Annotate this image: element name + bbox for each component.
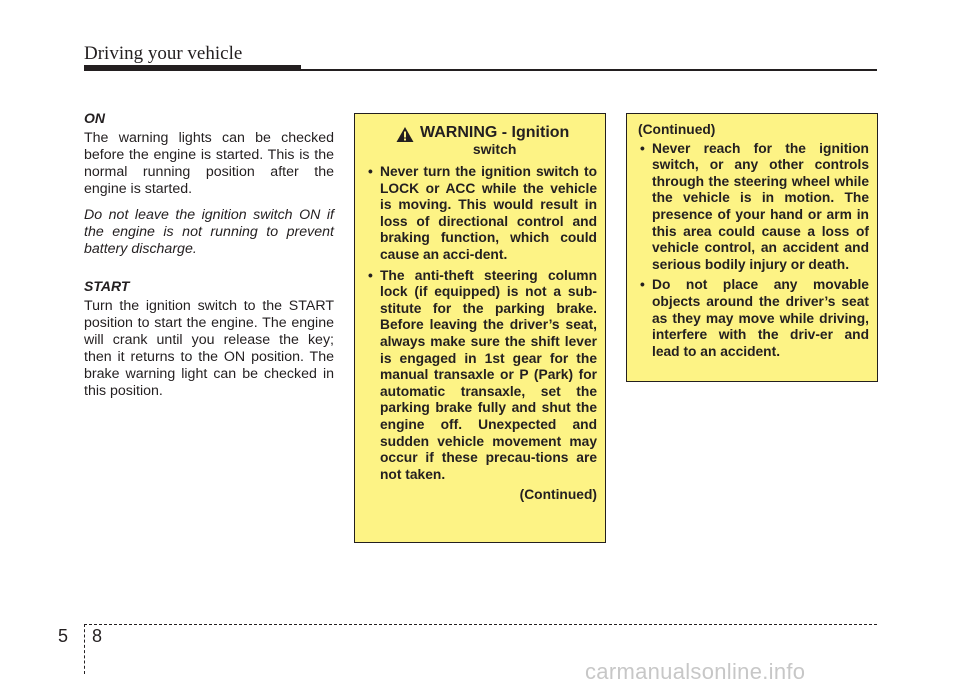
header-rule-thick	[84, 65, 301, 71]
bullet-icon: •	[368, 164, 373, 179]
list-item: • Never turn the ignition switch to LOCK or ACC while the vehicle is moving. This would result in loss of directional control and braking function, which could cause an acci-dent.	[368, 164, 597, 262]
header-rule-thin	[301, 69, 877, 71]
on-description: The warning lights can be checked before the engine is started. This is the normal running position after the engine is started.	[84, 130, 334, 197]
warning-title-main: WARNING - Ignition	[420, 124, 570, 141]
list-item: • Never reach for the ignition switch, or any other controls through the steering wheel while the vehicle is in motion. The presence of your hand or arm in this area could cause a loss of vehicle control, an accident and serious bodily injury or death.	[640, 140, 869, 272]
list-item: • The anti-theft steering column lock (if equipped) is not a sub-stitute for the parking brake. Before leaving the driver’s seat, always make sure the shift lever is engaged in 1st gear for the manual transaxle or P (Park) for automatic transaxle, set the parking brake fully and shut the engine off. Unexpected and sudden vehicle movement may occur if these precau-tions are not taken.	[368, 267, 597, 482]
footer-rule	[84, 624, 877, 625]
warning-box	[354, 113, 606, 543]
warning-list	[366, 164, 597, 483]
start-description: Turn the ignition switch to the START position to start the engine. The engine will crank until you release the key; then it returns to the ON position. The brake warning light can be checked in this position.	[84, 298, 334, 399]
page-number: 8	[92, 626, 103, 646]
warning-title-sub: switch	[472, 141, 517, 157]
on-heading: ON	[84, 110, 105, 126]
warning-continued-box	[626, 113, 878, 382]
footer-divider	[84, 624, 85, 674]
chapter-number: 5	[58, 626, 69, 646]
warning-triangle-icon	[396, 126, 414, 143]
bullet-icon: •	[368, 267, 373, 283]
bullet-icon: •	[640, 277, 645, 293]
list-item: • Do not place any movable objects around the driver’s seat as they may move while driving, interfere with the driv-er and lead to an accident.	[640, 277, 869, 359]
start-heading: START	[84, 278, 130, 294]
warning-title	[366, 124, 597, 158]
watermark: carmanualsonline.info	[585, 659, 806, 684]
continued-list	[638, 141, 869, 361]
left-column	[84, 110, 334, 409]
continued-label: (Continued)	[638, 122, 716, 137]
continued-label: (Continued)	[519, 487, 597, 503]
page-header-title: Driving your vehicle	[84, 43, 243, 64]
on-caution: Do not leave the ignition switch ON if the engine is not running to prevent battery discharge.	[84, 207, 334, 257]
bullet-icon: •	[640, 140, 645, 156]
